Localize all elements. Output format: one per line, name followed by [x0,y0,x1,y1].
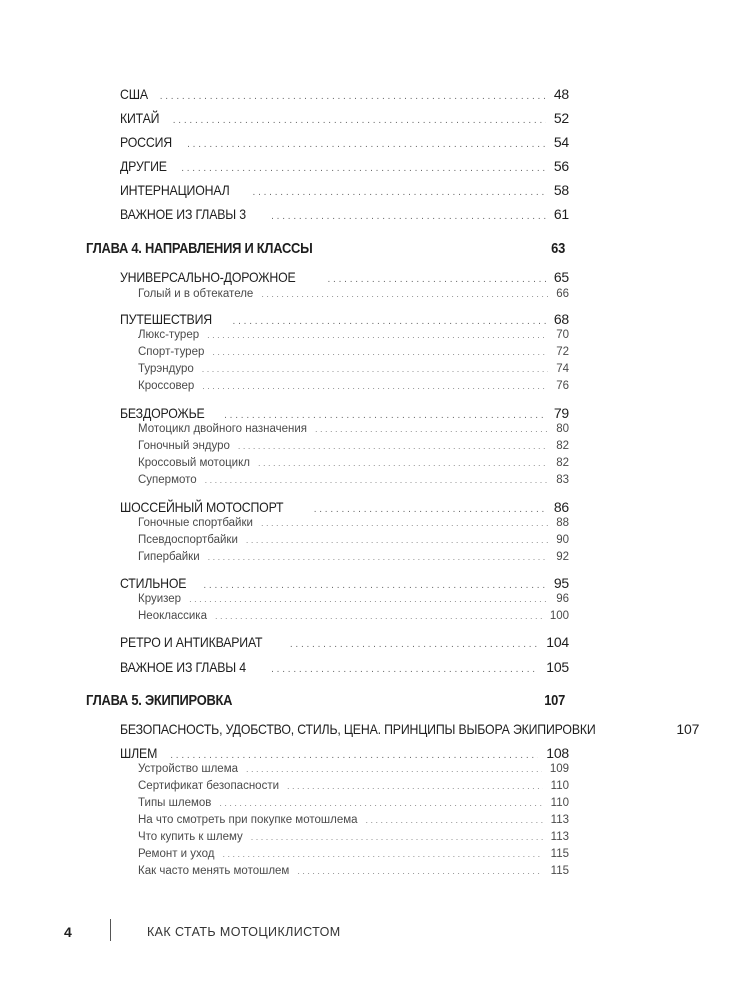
leader-dots [327,274,545,285]
leader-dots [297,866,542,876]
toc-subentry-title: Люкс-турер [138,329,200,341]
leader-dots [315,424,548,434]
toc-entry-road-racing[interactable] [120,499,569,515]
toc-entry-usa[interactable] [120,86,569,102]
toc-chapter-5[interactable] [86,692,565,709]
toc-subentry-title: Ремонт и уход [138,848,215,860]
toc-subentry[interactable] [138,474,569,486]
toc-subentry[interactable] [138,380,569,392]
toc-subentry[interactable] [138,551,569,563]
toc-entry-title: РЕТРО И АНТИКВАРИАТ [120,634,263,650]
leader-dots [173,115,546,126]
leader-dots [202,364,548,374]
toc-subentry-page: 110 [550,797,569,809]
toc-subentry-title: Голый и в обтекателе [138,288,254,300]
leader-dots [223,849,543,859]
toc-subentry-page: 96 [556,593,569,605]
leader-dots [203,580,545,591]
toc-subentry-page: 82 [556,440,569,452]
toc-subentry-page: 115 [550,848,569,860]
leader-dots [246,535,548,545]
toc-chapter-4[interactable] [86,240,565,257]
leader-dots [208,552,549,562]
toc-subentry[interactable] [138,329,569,341]
leader-dots [253,187,546,198]
toc-subentry-title: Устройство шлема [138,763,238,775]
toc-subentry-page: 82 [556,457,569,469]
toc-subentry-title: Как часто менять мотошлем [138,865,290,877]
toc-subentry[interactable] [138,797,569,809]
toc-entry-gear-principles[interactable] [120,721,700,737]
leader-dots [181,163,546,174]
toc-subentry[interactable] [138,423,569,435]
leader-dots [290,639,538,650]
running-title: КАК СТАТЬ МОТОЦИКЛИСТОМ [147,925,341,939]
toc-subentry-page: 113 [550,831,569,843]
toc-subentry-page: 90 [556,534,569,546]
leader-dots [233,316,546,327]
toc-entry-title: РОССИЯ [120,134,173,150]
toc-entry-russia[interactable] [120,134,569,150]
leader-dots [160,91,546,102]
toc-subentry[interactable] [138,363,569,375]
toc-entry-page: 54 [553,134,569,150]
toc-subentry-title: Супермото [138,474,197,486]
toc-subentry-title: Мотоцикл двойного назначения [138,423,308,435]
toc-entry-title: ШОССЕЙНЫЙ МОТОСПОРТ [120,499,284,515]
toc-subentry[interactable] [138,457,569,469]
leader-dots [271,211,546,222]
toc-entry-page: 79 [553,405,569,421]
toc-subentry[interactable] [138,346,569,358]
toc-chapter-title: ГЛАВА 5. ЭКИПИРОВКА [86,692,233,709]
toc-subentry-page: 115 [550,865,569,877]
toc-entry-page: 95 [553,575,569,591]
toc-subentry[interactable] [138,848,569,860]
toc-subentry-title: Что купить к шлему [138,831,243,843]
footer-divider [110,919,111,941]
leader-dots [205,475,549,485]
toc-subentry-page: 80 [556,423,569,435]
toc-subentry-title: Кроссовый мотоцикл [138,457,250,469]
toc-entry-title: ВАЖНОЕ ИЗ ГЛАВЫ 4 [120,659,246,675]
toc-entry-china[interactable] [120,110,569,126]
leader-dots [202,381,548,391]
toc-entry-page: 58 [553,182,569,198]
toc-subentry-page: 92 [556,551,569,563]
toc-entry-title: ИНТЕРНАЦИОНАЛ [120,182,230,198]
toc-entry-title: ПУТЕШЕСТВИЯ [120,311,212,327]
toc-entry-travel[interactable] [120,311,569,327]
toc-entry-summary-ch3[interactable] [120,206,569,222]
leader-dots [187,139,546,150]
leader-dots [261,289,548,299]
leader-dots [366,815,543,825]
toc-subentry-page: 88 [556,517,569,529]
toc-subentry[interactable] [138,780,569,792]
toc-subentry-page: 70 [556,329,569,341]
toc-entry-title: БЕЗДОРОЖЬЕ [120,405,205,421]
toc-subentry[interactable] [138,763,569,775]
toc-subentry-page: 76 [556,380,569,392]
toc-subentry-title: Типы шлемов [138,797,212,809]
toc-subentry-page: 72 [556,346,569,358]
toc-subentry[interactable] [138,534,569,546]
toc-entry-title: ВАЖНОЕ ИЗ ГЛАВЫ 3 [120,206,246,222]
toc-entry-title: СТИЛЬНОЕ [120,575,187,591]
toc-entry-title: США [120,86,148,102]
leader-dots [215,611,542,621]
leader-dots [207,330,548,340]
toc-entry-title: КИТАЙ [120,110,160,126]
toc-subentry-page: 100 [549,610,569,622]
toc-entry-international[interactable] [120,182,569,198]
leader-dots [271,664,538,675]
toc-subentry[interactable] [138,440,569,452]
toc-subentry-page: 66 [556,288,569,300]
leader-dots [287,781,543,791]
toc-entry-page: 104 [546,634,569,650]
toc-chapter-page: 107 [544,692,566,709]
toc-entry-page: 48 [553,86,569,102]
toc-entry-title: ШЛЕМ [120,745,158,761]
page-number: 4 [64,924,72,940]
toc-subentry-title: Круизер [138,593,182,605]
toc-entry-title: БЕЗОПАСНОСТЬ, УДОБСТВО, СТИЛЬ, ЦЕНА. ПРИНЦИПЫ ВЫБОРА ЭКИПИРОВКИ [120,721,596,737]
toc-entry-page: 65 [553,269,569,285]
toc-subentry-title: Неоклассика [138,610,207,622]
leader-dots [212,347,548,357]
toc-entry-page: 56 [553,158,569,174]
leader-dots [258,458,548,468]
leader-dots [219,798,542,808]
leader-dots [314,504,546,515]
toc-entry-page: 52 [553,110,569,126]
toc-subentry-title: На что смотреть при покупке мотошлема [138,814,358,826]
toc-entry-universal-road[interactable] [120,269,569,285]
toc-entry-others[interactable] [120,158,569,174]
toc-subentry-title: Спорт-турер [138,346,205,358]
toc-entry-page: 86 [553,499,569,515]
toc-subentry[interactable] [138,831,569,843]
leader-dots [261,518,548,528]
leader-dots [246,764,542,774]
toc-entry-title: ДРУГИЕ [120,158,167,174]
toc-subentry[interactable] [138,865,569,877]
toc-subentry-title: Гоночный эндуро [138,440,230,452]
toc-subentry[interactable] [138,288,569,300]
toc-subentry-title: Псевдоспортбайки [138,534,238,546]
toc-subentry-page: 74 [556,363,569,375]
toc-chapter-page: 63 [551,240,566,257]
toc-entry-offroad[interactable] [120,405,569,421]
toc-entry-page: 108 [546,745,569,761]
toc-subentry-page: 83 [556,474,569,486]
leader-dots [224,410,546,421]
toc-subentry-title: Кроссовер [138,380,195,392]
leader-dots [251,832,543,842]
toc-entry-page: 107 [676,721,700,737]
toc-subentry[interactable] [138,517,569,529]
toc-subentry-page: 113 [550,814,569,826]
toc-entry-helmet[interactable] [120,745,569,761]
toc-entry-page: 61 [553,206,569,222]
toc-subentry[interactable] [138,593,569,605]
toc-entry-page: 105 [546,659,569,675]
toc-subentry[interactable] [138,610,569,622]
toc-subentry-title: Турэндуро [138,363,194,375]
toc-subentry-title: Гоночные спортбайки [138,517,253,529]
toc-subentry-title: Сертификат безопасности [138,780,280,792]
toc-subentry-title: Гипербайки [138,551,200,563]
toc-subentry-page: 110 [550,780,569,792]
toc-entry-page: 68 [553,311,569,327]
toc-entry-summary-ch4[interactable] [120,659,569,675]
toc-entry-stylish[interactable] [120,575,569,591]
leader-dots [189,594,548,604]
toc-entry-title: УНИВЕРСАЛЬНО-ДОРОЖНОЕ [120,269,296,285]
toc-entry-retro[interactable] [120,634,569,650]
toc-subentry[interactable] [138,814,569,826]
toc-subentry-page: 109 [549,763,569,775]
toc-chapter-title: ГЛАВА 4. НАПРАВЛЕНИЯ И КЛАССЫ [86,240,313,257]
leader-dots [238,441,548,451]
leader-dots [170,750,538,761]
